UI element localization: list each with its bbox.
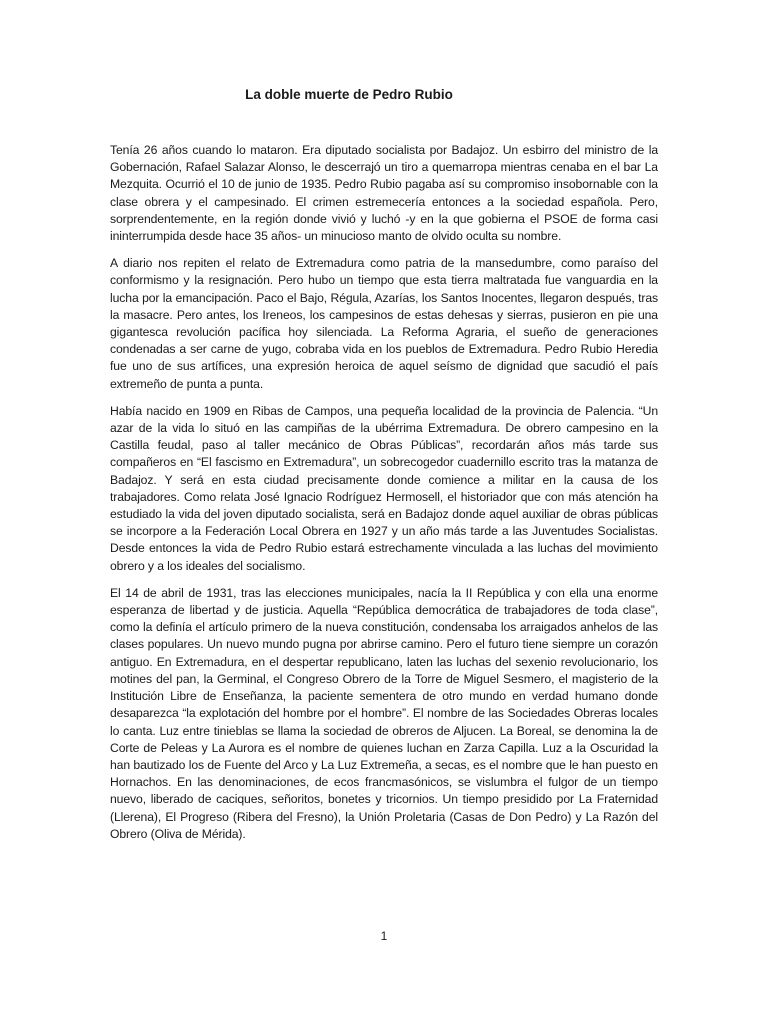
body-paragraph: Había nacido en 1909 en Ribas de Campos, una pequeña localidad de la provincia de Palencia. “Un azar de la vida lo situó en las campiñas de la ubérrima Extremadura. De obrero campesino en la Castilla feudal, paso al taller mecánico de Obras Públicas”, recordarán años más tarde sus compañeros en “El fascismo en Extremadura”, un sobrecogedor cuadernillo escrito tras la matanza de Badajoz. Y será en esta ciudad precisamente donde comience a militar en la causa de los trabajadores. Como relata José Ignacio Rodríguez Hermosell, el historiador que con más atención ha estudiado la vida del joven diputado socialista, será en Badajoz donde aquel auxiliar de obras públicas se incorpore a la Federación Local Obrera en 1927 y un año más tarde a las Juventudes Socialistas. Desde entonces la vida de Pedro Rubio estará estrechamente vinculada a las luchas del movimiento obrero y a los ideales del socialismo. xyxy=(110,403,658,573)
document-body xyxy=(110,142,658,853)
body-paragraph: A diario nos repiten el relato de Extremadura como patria de la mansedumbre, como paraíso del conformismo y la resignación. Pero hubo un tiempo que esta tierra maltratada fue vanguardia en la lucha por la emancipación. Paco el Bajo, Régula, Azarías, los Santos Inocentes, llegaron después, tras la masacre. Pero antes, los Ireneos, los campesinos de estas dehesas y sierras, pusieron en pie una gigantesca revolución pacífica hoy silenciada. La Reforma Agraria, el sueño de generaciones condenadas a ser carne de yugo, cobraba vida en los pueblos de Extremadura. Pedro Rubio Heredia fue uno de sus artífices, una expresión heroica de aquel seísmo de dignidad que sacudió el país extremeño de punta a punta. xyxy=(110,256,658,391)
body-paragraph: Tenía 26 años cuando lo mataron. Era diputado socialista por Badajoz. Un esbirro del ministro de la Gobernación, Rafael Salazar Alonso, le descerrajó un tiro a quemarropa mientras cenaba en el bar La Mezquita. Ocurrió el 10 de junio de 1935. Pedro Rubio pagaba así su compromiso insobornable con la clase obrera y el campesinado. El crimen estremecería entonces a la sociedad española. Pero, sorprendentemente, en la región donde vivió y luchó -y en la que gobierna el PSOE de forma casi ininterrumpida desde hace 35 años- un minucioso manto de olvido oculta su nombre. xyxy=(110,143,658,244)
body-paragraph: El 14 de abril de 1931, tras las elecciones municipales, nacía la II República y con ella una enorme esperanza de libertad y de justicia. Aquella “República democrática de trabajadores de toda clase”, como la definía el artículo primero de la nueva constitución, condensaba los arraigados anhelos de las clases populares. Un nuevo mundo pugna por abrirse camino. Pero el futuro tiene siempre un corazón antiguo. En Extremadura, en el despertar republicano, laten las luchas del sexenio revolucionario, los motines del pan, la Germinal, el Congreso Obrero de la Torre de Miguel Sesmero, el magisterio de la Institución Libre de Enseñanza, la paciente sementera de otro mundo en verdad humano donde desaparezca “la explotación del hombre por el hombre”. El nombre de las Sociedades Obreras locales lo canta. Luz entre tinieblas se llama la sociedad de obreros de Aljucen. La Boreal, se denomina la de Corte de Peleas y La Aurora es el nombre de quienes luchan en Zarza Capilla. Luz a la Oscuridad la han bautizado los de Fuente del Arco y La Luz Extremeña, a secas, es el nombre que le han puesto en Hornachos. En las denominaciones, de ecos francmasónicos, se vislumbra el fulgor de un tiempo nuevo, liberado de caciques, señoritos, bonetes y tricornios. Un tiempo presidido por La Fraternidad (Llerena), El Progreso (Ribera del Fresno), la Unión Proletaria (Casas de Don Pedro) y La Razón del Obrero (Oliva de Mérida). xyxy=(110,585,658,841)
page-number: 1 xyxy=(380,929,388,943)
document-title: La doble muerte de Pedro Rubio xyxy=(245,87,453,102)
